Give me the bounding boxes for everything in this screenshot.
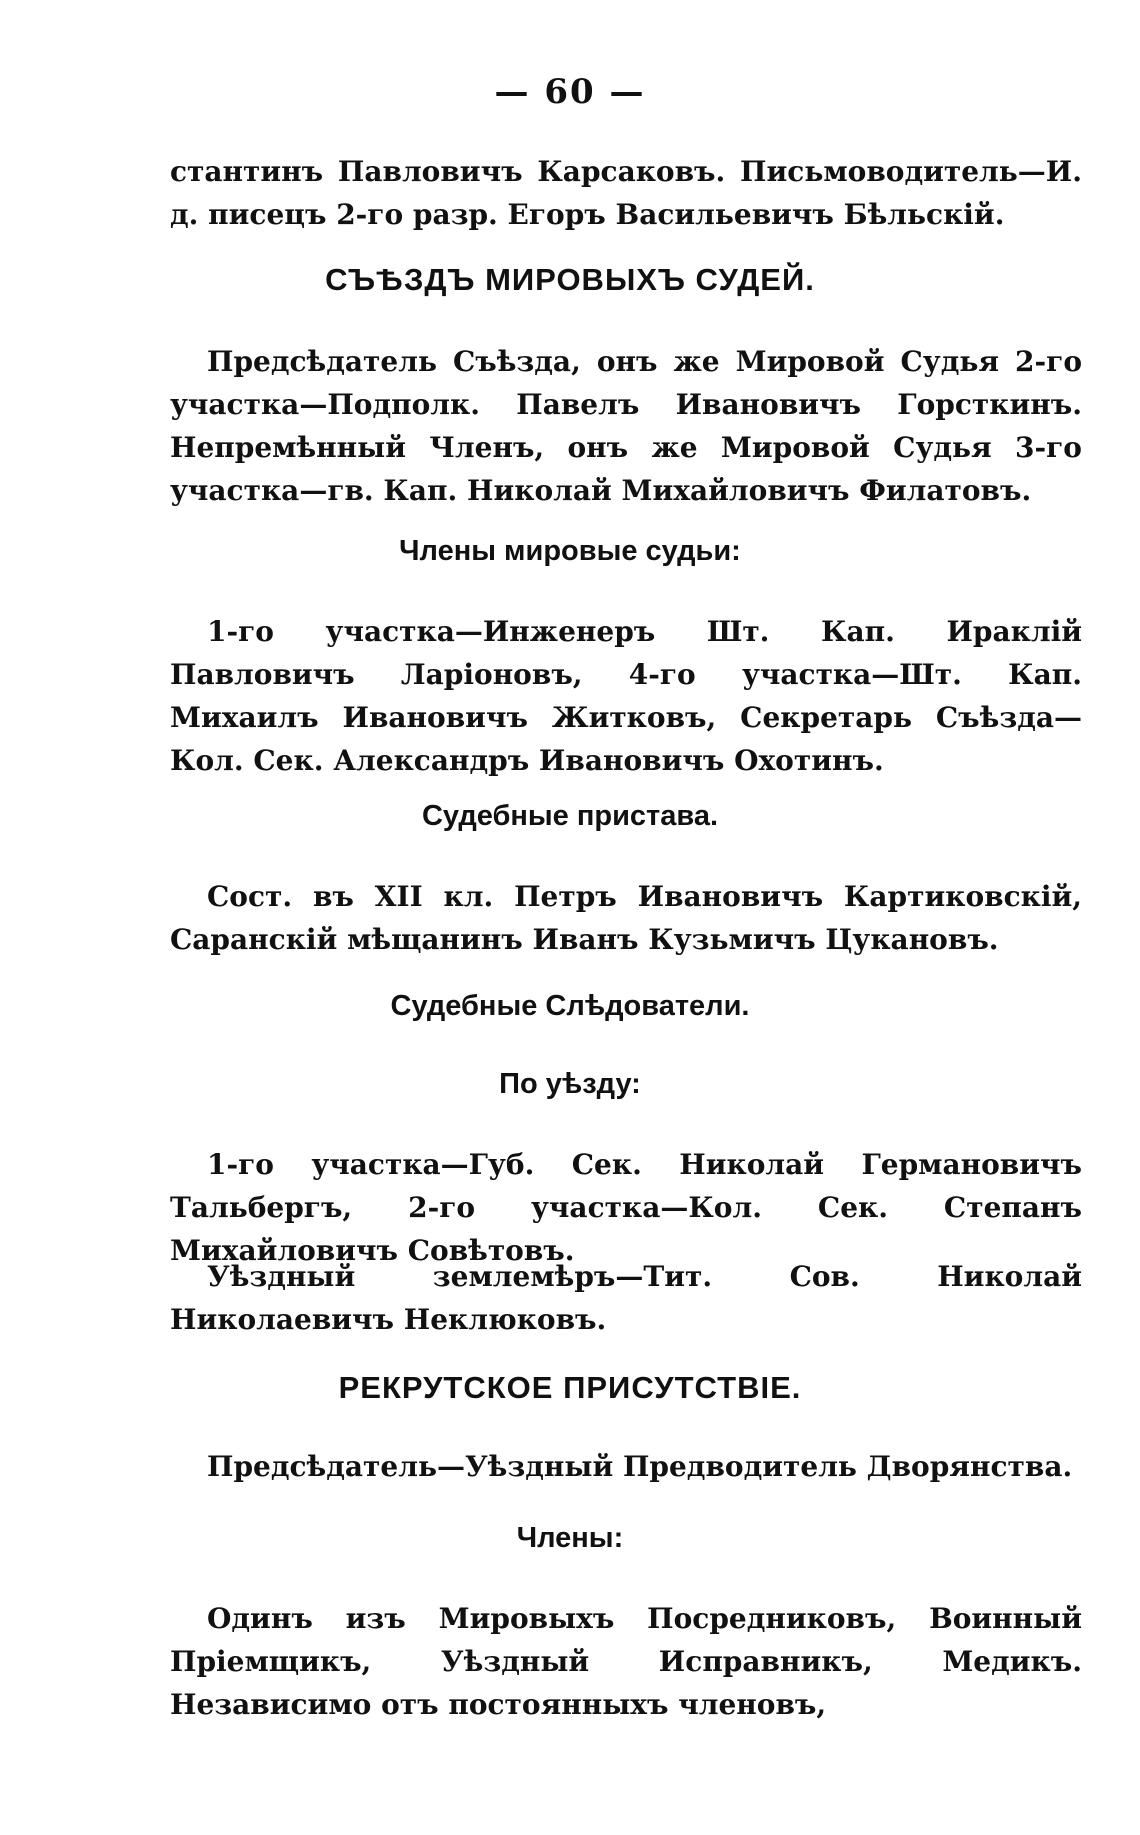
heading-court-investigators: Судебные Слѣдователи. — [390, 990, 750, 1022]
paragraph-investigators-list: 1-го участка—Губ. Сек. Николай Германовичъ Тальбергъ, 2-го участка—Кол. Сек. Степанъ Михайловичъ Совѣтовъ. — [170, 1148, 1082, 1267]
paragraph-recruiting-chairman: Предсѣдатель—Уѣздный Предводитель Дворянства. — [207, 1450, 1073, 1483]
paragraph-congress-chairman: Предсѣдатель Съѣзда, онъ же Мировой Судья 2-го участка—Подполк. Павелъ Ивановичъ Горсткинъ. Непремѣнный Членъ, онъ же Мировой Судья 3-го участка—гв. Кап. Николай Михайловичъ Филатовъ. — [170, 345, 1082, 507]
paragraph-recruiting-members: Одинъ изъ Мировыхъ Посредниковъ, Воинный Пріемщикъ, Уѣздный Исправникъ, Медикъ. Независимо отъ постоянныхъ членовъ, — [170, 1602, 1082, 1721]
heading-congress-of-justices: СЪѢЗДЪ МИРОВЫХЪ СУДЕЙ. — [325, 262, 815, 297]
heading-by-district: По уѣзду: — [499, 1068, 641, 1100]
heading-members: Члены: — [516, 1522, 624, 1554]
paragraph-secretary: стантинъ Павловичъ Карсаковъ. Письмоводитель—И. д. писецъ 2-го разр. Егоръ Васильевичъ Бѣльскій. — [170, 155, 1082, 231]
heading-members-justices: Члены мировые судьи: — [399, 535, 741, 567]
heading-court-bailiffs: Судебные пристава. — [421, 800, 719, 832]
paragraph-members-list: 1-го участка—Инженеръ Шт. Кап. Ираклій Павловичъ Ларіоновъ, 4-го участка—Шт. Кап. Михаилъ Ивановичъ Житковъ, Секретарь Съѣзда—Кол. Сек. Александръ Ивановичъ Охотинъ. — [170, 615, 1082, 777]
paragraph-bailiffs-list: Сост. въ XII кл. Петръ Ивановичъ Картиковскій, Саранскій мѣщанинъ Иванъ Кузьмичъ Цукановъ. — [170, 880, 1082, 956]
paragraph-land-surveyor: Уѣздный землемѣръ—Тит. Сов. Николай Николаевичъ Неклюковъ. — [170, 1260, 1082, 1336]
page-number: — 60 — — [494, 72, 646, 112]
heading-recruiting-office: РЕКРУТСКОЕ ПРИСУТСТВІЕ. — [338, 1370, 802, 1405]
